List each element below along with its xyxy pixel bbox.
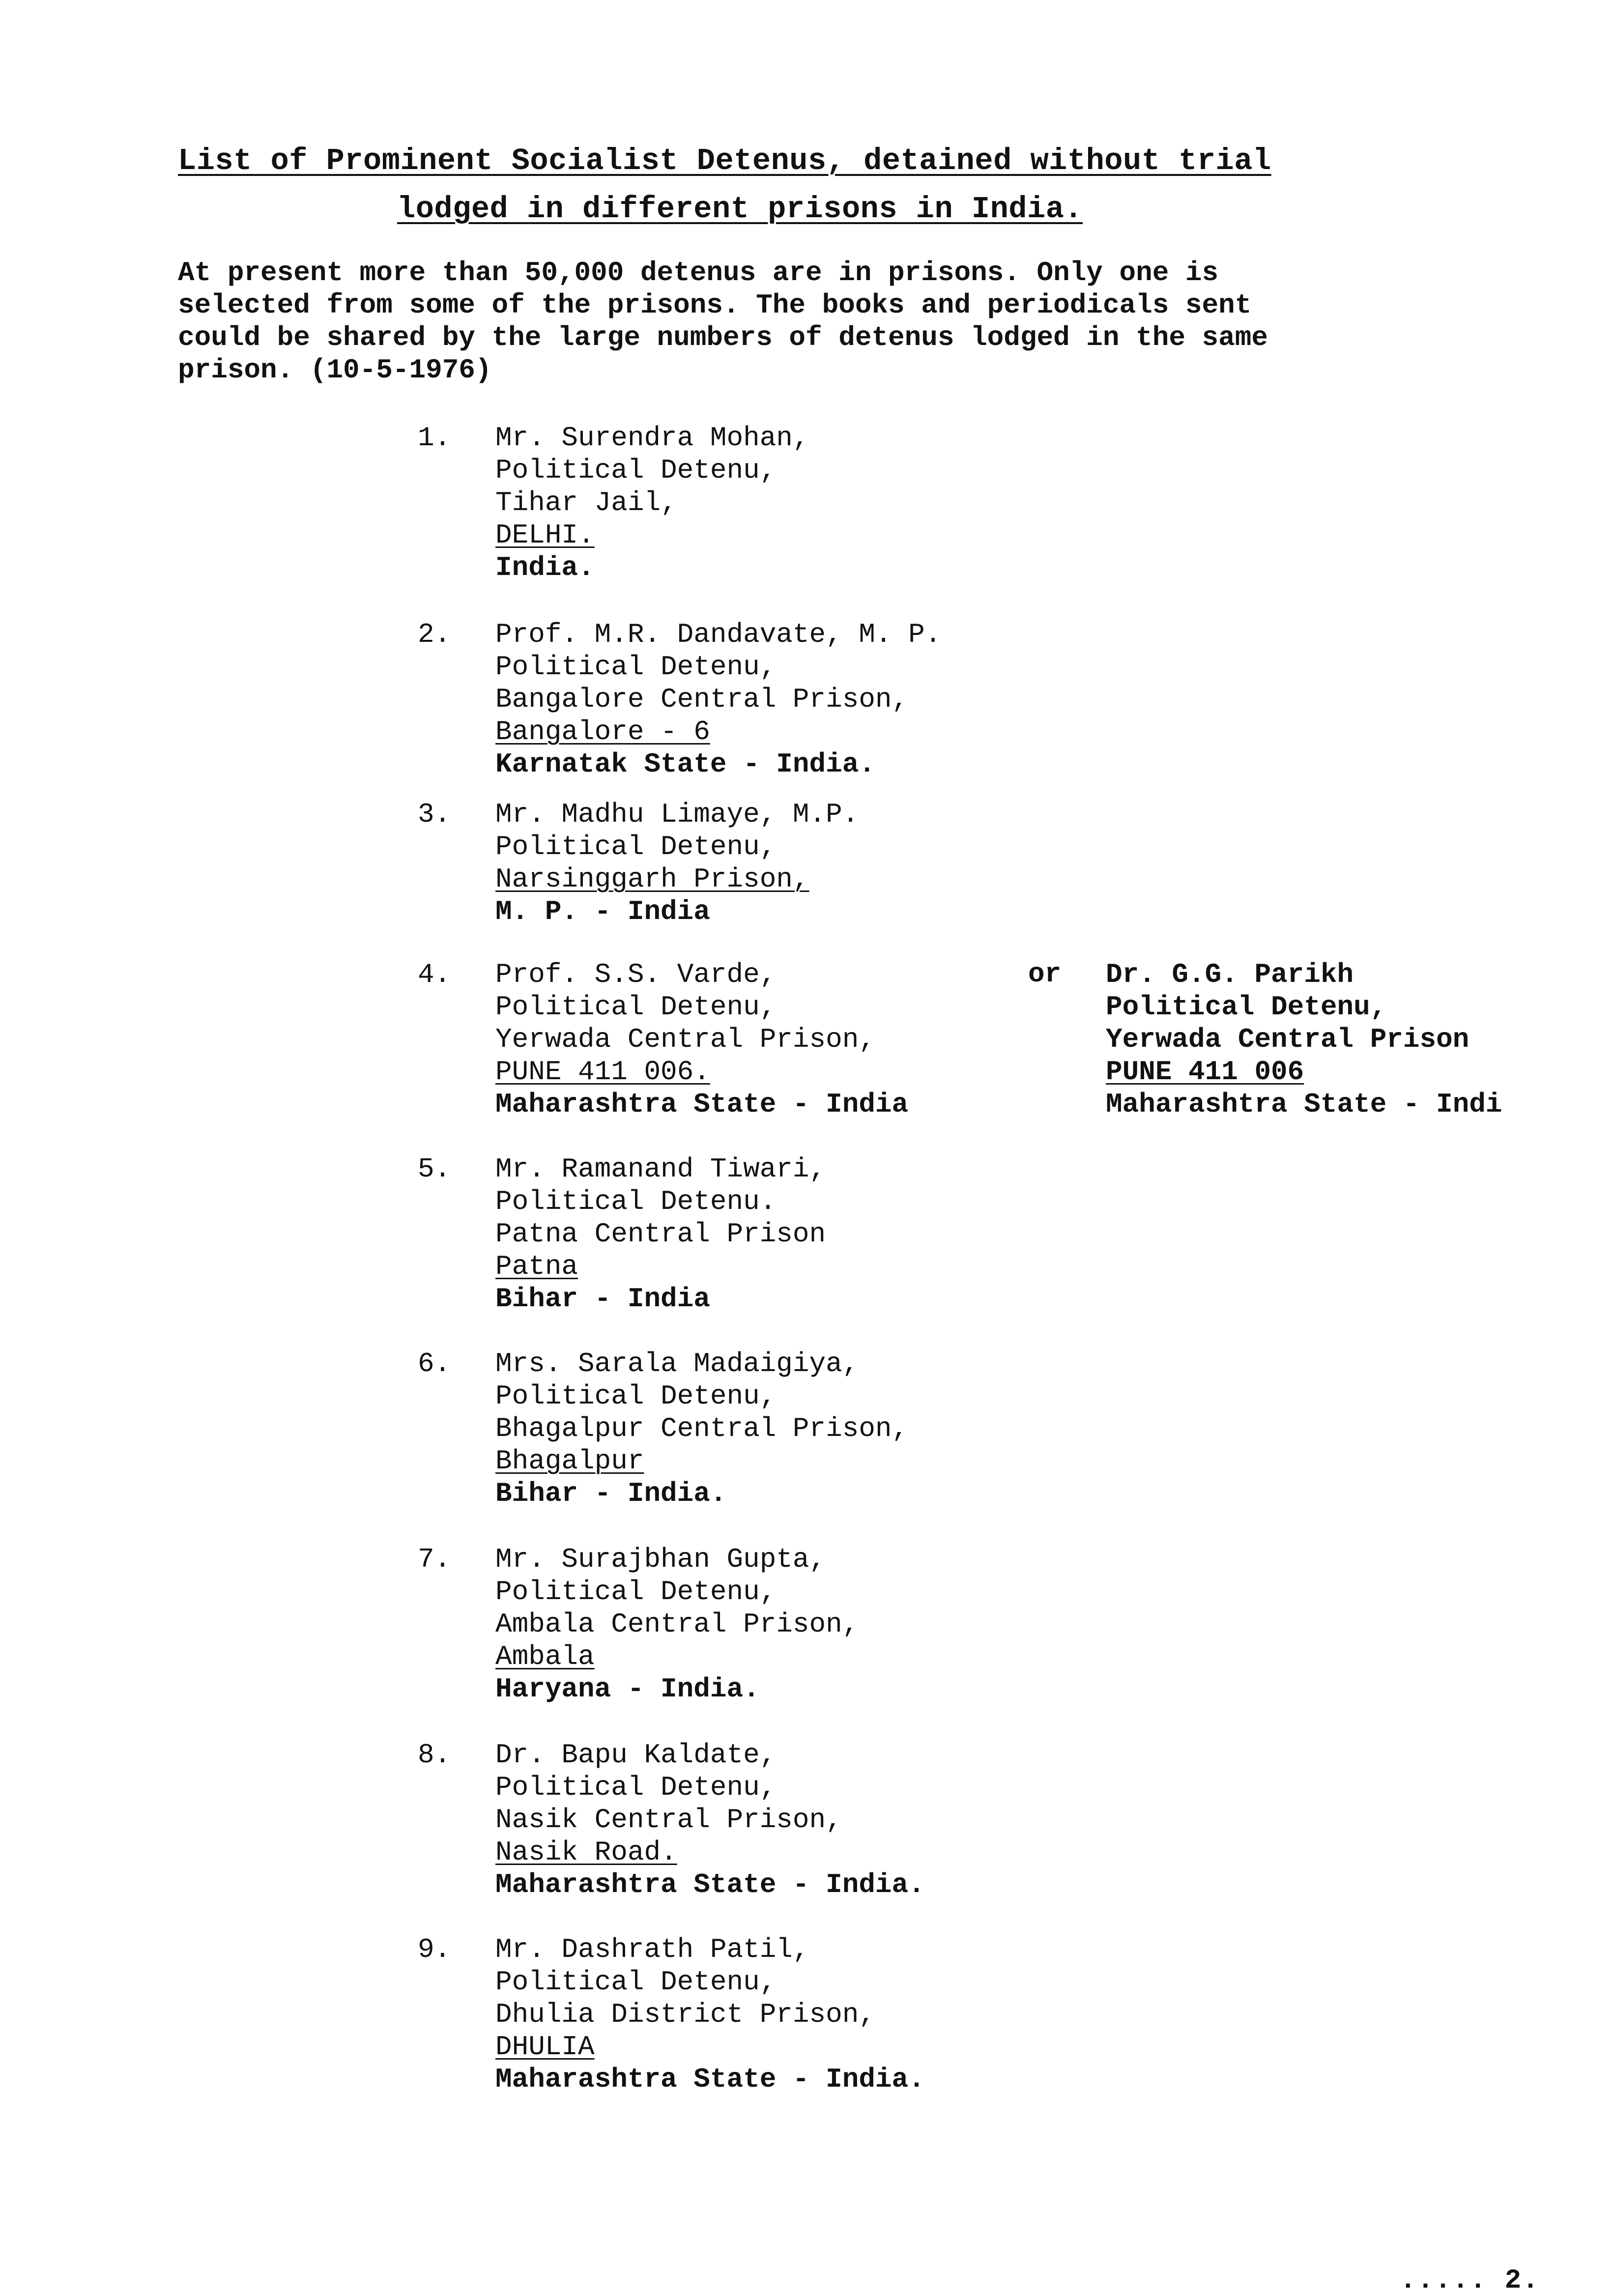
prison-city: DHULIA	[495, 2031, 595, 2063]
alternate-prison: Yerwada Central Prison	[1106, 1024, 1469, 1055]
detenu-status: Political Detenu,	[495, 1966, 777, 1998]
prison-name: Yerwada Central Prison,	[495, 1024, 875, 1055]
region: Haryana - India.	[495, 1673, 760, 1705]
detenu-name: Mr. Surendra Mohan,	[495, 422, 809, 454]
detenu-status: Political Detenu,	[495, 831, 777, 862]
detenu-status: Political Detenu,	[495, 1772, 777, 1803]
prison-city: PUNE 411 006.	[495, 1056, 710, 1088]
region: India.	[495, 552, 595, 583]
region: Maharashtra State - India	[495, 1089, 909, 1120]
alternate-city: PUNE 411 006	[1106, 1056, 1304, 1088]
prison-city: DELHI.	[495, 519, 595, 551]
prison-name: Ambala Central Prison,	[495, 1608, 859, 1640]
prison-city: Bhagalpur	[495, 1445, 644, 1477]
title-line-2: lodged in different prisons in India.	[397, 192, 1083, 227]
prison-city: Bangalore - 6	[495, 716, 710, 747]
prison-name: Bhagalpur Central Prison,	[495, 1413, 909, 1444]
region: Bihar - India.	[495, 1478, 727, 1509]
detenu-name: Prof. M.R. Dandavate, M. P.	[495, 619, 942, 650]
region: Karnatak State - India.	[495, 748, 875, 780]
page-continuation-indicator: ..... 2.	[1400, 2265, 1540, 2296]
prison-name: Narsinggarh Prison,	[495, 863, 809, 895]
prison-name: Bangalore Central Prison,	[495, 684, 909, 715]
list-item-number: 7.	[418, 1544, 451, 1575]
detenu-status: Political Detenu,	[495, 1380, 777, 1412]
detenu-name: Dr. Bapu Kaldate,	[495, 1739, 777, 1771]
list-item-number: 6.	[418, 1348, 451, 1379]
list-item-number: 2.	[418, 619, 451, 650]
prison-name: Nasik Central Prison,	[495, 1804, 842, 1836]
detenu-name: Mr. Madhu Limaye, M.P.	[495, 799, 859, 830]
region: Maharashtra State - India.	[495, 1869, 925, 1900]
prison-city: Nasik Road.	[495, 1837, 677, 1868]
prison-city: Ambala	[495, 1641, 595, 1672]
list-item-number: 5.	[418, 1153, 451, 1185]
detenu-status: Political Detenu,	[495, 455, 777, 486]
title-line-1: List of Prominent Socialist Detenus, detained without trial	[178, 144, 1271, 178]
prison-name: Tihar Jail,	[495, 487, 677, 518]
prison-name: Patna Central Prison	[495, 1218, 826, 1250]
detenu-name: Mr. Ramanand Tiwari,	[495, 1153, 826, 1185]
region: Maharashtra State - India.	[495, 2064, 925, 2095]
or-separator: or	[1028, 958, 1062, 990]
detenu-status: Political Detenu,	[495, 1576, 777, 1607]
detenu-status: Political Detenu,	[495, 991, 777, 1023]
alternate-entry	[1106, 958, 1502, 1120]
detenu-name: Prof. S.S. Varde,	[495, 959, 777, 990]
list-item-number: 4.	[418, 959, 451, 990]
detenu-status: Political Detenu.	[495, 1186, 777, 1217]
list-item-number: 8.	[418, 1739, 451, 1771]
list-item-number: 1.	[418, 422, 451, 454]
list-item-number: 3.	[418, 799, 451, 830]
region: Bihar - India	[495, 1283, 710, 1315]
prison-city: Patna	[495, 1251, 578, 1282]
detenu-name: Mrs. Sarala Madaigiya,	[495, 1348, 859, 1379]
list-item-number: 9.	[418, 1934, 451, 1965]
detenu-name: Mr. Dashrath Patil,	[495, 1934, 809, 1965]
prison-name: Dhulia District Prison,	[495, 1999, 875, 2030]
alternate-region: Maharashtra State - Indi	[1106, 1089, 1502, 1120]
intro-paragraph: At present more than 50,000 detenus are in prisons. Only one is selected from some of the prisons. The books and periodicals sent could be shared by the large numbers of detenus lodged in the same prison. (10-5-1976)	[178, 257, 1268, 386]
detenu-name: Mr. Surajbhan Gupta,	[495, 1544, 826, 1575]
alternate-status: Political Detenu,	[1106, 991, 1387, 1023]
detenu-status: Political Detenu,	[495, 651, 777, 683]
region: M. P. - India	[495, 896, 710, 927]
alternate-name: Dr. G.G. Parikh	[1106, 959, 1354, 990]
